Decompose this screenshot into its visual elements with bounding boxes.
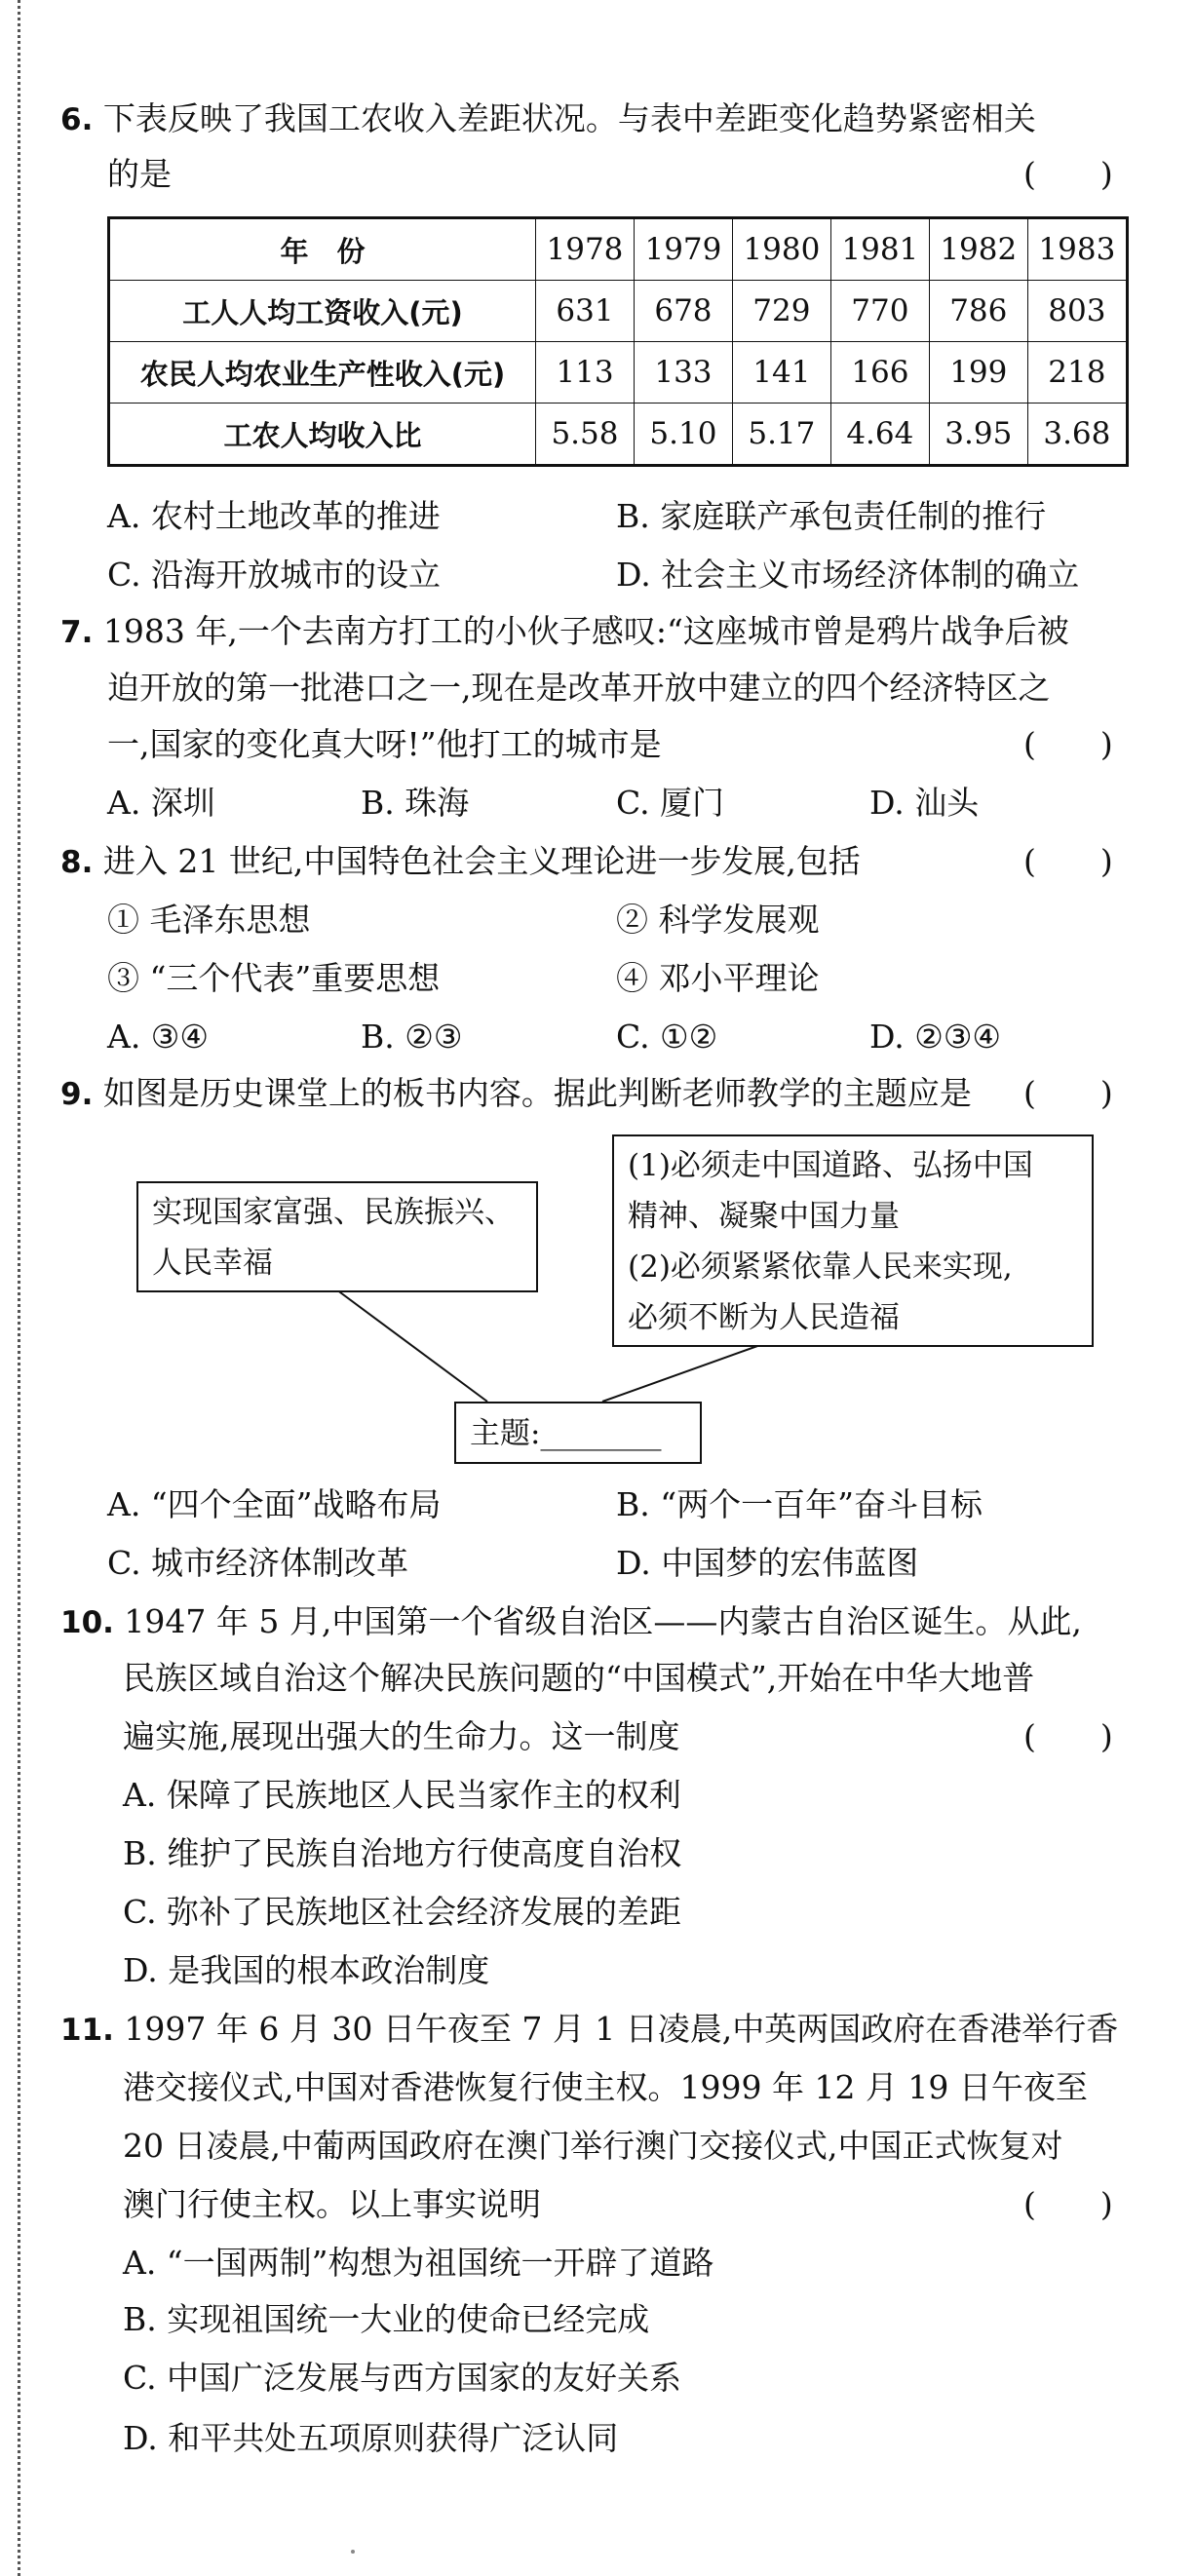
q9-box-theme: 主题:________: [454, 1402, 702, 1464]
q6-answer-paren[interactable]: ( ): [1023, 155, 1113, 193]
q11-stem-line3: 20 日凌晨,中葡两国政府在澳门举行澳门交接仪式,中国正式恢复对: [123, 2127, 1063, 2165]
q6-option-a[interactable]: A. 农村土地改革的推进: [107, 497, 441, 535]
q11-text-1: 1997 年 6 月 30 日午夜至 7 月 1 日凌晨,中英两国政府在香港举行香: [124, 2010, 1119, 2048]
table-cell: 218: [1027, 342, 1127, 404]
q6-stem-line2: 的是: [107, 155, 172, 193]
table-cell: 1978: [536, 218, 635, 281]
table-cell: 4.64: [830, 404, 929, 466]
table-cell: 3.68: [1027, 404, 1127, 466]
box-right-line3: (2)必须紧紧依靠人民来实现,: [628, 1250, 1013, 1285]
q7-option-a[interactable]: A. 深圳: [107, 784, 215, 822]
q10-option-d[interactable]: D. 是我国的根本政治制度: [123, 1951, 490, 1989]
table-cell: 3.95: [929, 404, 1027, 466]
q10-number: 10.: [60, 1605, 114, 1640]
table-cell: 803: [1027, 281, 1127, 342]
q8-item-3: ③ “三个代表”重要思想: [107, 959, 441, 997]
table-cell: 678: [634, 281, 732, 342]
q8-text-1: 进入 21 世纪,中国特色社会主义理论进一步发展,包括: [102, 842, 861, 880]
q10-option-a[interactable]: A. 保障了民族地区人民当家作主的权利: [123, 1776, 681, 1814]
box-right-line2: 精神、凝聚中国力量: [628, 1199, 900, 1234]
table-cell: 5.17: [732, 404, 830, 466]
q9-number: 9.: [60, 1077, 94, 1112]
q9-text-1: 如图是历史课堂上的板书内容。据此判断老师教学的主题应是: [102, 1074, 972, 1112]
table-cell: 5.10: [634, 404, 732, 466]
q11-option-c[interactable]: C. 中国广泛发展与西方国家的友好关系: [123, 2359, 682, 2397]
q8-item-2: ② 科学发展观: [616, 901, 820, 939]
table-cell: 133: [634, 342, 732, 404]
table-cell: 1979: [634, 218, 732, 281]
box-right-line4: 必须不断为人民造福: [628, 1300, 900, 1335]
q10-stem-line1: [60, 1600, 1082, 1644]
q6-option-d[interactable]: D. 社会主义市场经济体制的确立: [616, 556, 1080, 594]
table-cell: 166: [830, 342, 929, 404]
q9-box-right: [612, 1134, 1094, 1347]
q6-text-1: 下表反映了我国工农收入差距状况。与表中差距变化趋势紧密相关: [102, 99, 1036, 137]
table-cell: 农民人均农业生产性收入(元): [109, 342, 536, 404]
table-cell: 729: [732, 281, 830, 342]
table-cell: 113: [536, 342, 635, 404]
box-left-line1: 实现国家富强、民族振兴、: [152, 1195, 515, 1230]
table-cell: 199: [929, 342, 1027, 404]
q8-option-a[interactable]: A. ③④: [107, 1018, 209, 1056]
connector-right: [602, 1345, 760, 1402]
connector-left: [336, 1289, 487, 1402]
table-cell: 1983: [1027, 218, 1127, 281]
q7-number: 7.: [60, 615, 94, 650]
table-cell: 5.58: [536, 404, 635, 466]
q8-option-b[interactable]: B. ②③: [361, 1018, 463, 1056]
q9-answer-paren[interactable]: ( ): [1023, 1074, 1113, 1112]
q11-option-d[interactable]: D. 和平共处五项原则获得广泛认同: [123, 2419, 619, 2457]
q10-option-b[interactable]: B. 维护了民族自治地方行使高度自治权: [123, 1834, 682, 1872]
q7-stem-line2: 迫开放的第一批港口之一,现在是改革开放中建立的四个经济特区之: [107, 669, 1051, 707]
table-cell: 年 份: [109, 218, 536, 281]
q10-stem-line3: 遍实施,展现出强大的生命力。这一制度: [123, 1717, 680, 1755]
q11-stem-line1: [60, 2008, 1118, 2052]
q9-option-b[interactable]: B. “两个一百年”奋斗目标: [616, 1485, 983, 1523]
q10-option-c[interactable]: C. 弥补了民族地区社会经济发展的差距: [123, 1893, 682, 1931]
table-cell: 1982: [929, 218, 1027, 281]
q8-answer-paren[interactable]: ( ): [1023, 842, 1113, 880]
q11-option-b[interactable]: B. 实现祖国统一大业的使命已经完成: [123, 2300, 650, 2338]
q8-option-d[interactable]: D. ②③④: [869, 1018, 1002, 1056]
q7-option-d[interactable]: D. 汕头: [869, 784, 980, 822]
q7-option-c[interactable]: C. 厦门: [616, 784, 725, 822]
q9-option-d[interactable]: D. 中国梦的宏伟蓝图: [616, 1544, 919, 1582]
table-cell: 786: [929, 281, 1027, 342]
q8-option-c[interactable]: C. ①②: [616, 1018, 718, 1056]
q7-answer-paren[interactable]: ( ): [1023, 725, 1113, 763]
q10-answer-paren[interactable]: ( ): [1023, 1717, 1113, 1755]
q10-stem-line2: 民族区域自治这个解决民族问题的“中国模式”,开始在中华大地普: [123, 1659, 1035, 1697]
q9-option-c[interactable]: C. 城市经济体制改革: [107, 1544, 409, 1582]
table-cell: 1980: [732, 218, 830, 281]
table-cell: 工人人均工资收入(元): [109, 281, 536, 342]
q6-option-b[interactable]: B. 家庭联产承包责任制的推行: [616, 497, 1047, 535]
table-cell: 141: [732, 342, 830, 404]
q7-stem-line3: 一,国家的变化真大呀!”他打工的城市是: [107, 725, 662, 763]
table-cell: 631: [536, 281, 635, 342]
box-right-line1: (1)必须走中国道路、弘扬中国: [628, 1148, 1033, 1183]
q8-item-4: ④ 邓小平理论: [616, 959, 820, 997]
q11-answer-paren[interactable]: ( ): [1023, 2185, 1113, 2223]
q10-text-1: 1947 年 5 月,中国第一个省级自治区——内蒙古自治区诞生。从此,: [124, 1602, 1082, 1640]
q11-option-a[interactable]: A. “一国两制”构想为祖国统一开辟了道路: [123, 2244, 714, 2282]
q11-number: 11.: [60, 2013, 114, 2048]
q8-item-1: ① 毛泽东思想: [107, 901, 311, 939]
q6-number: 6.: [60, 102, 94, 137]
q7-option-b[interactable]: B. 珠海: [361, 784, 470, 822]
q9-box-left: [136, 1181, 538, 1292]
q9-option-a[interactable]: A. “四个全面”战略布局: [107, 1485, 442, 1523]
q6-option-c[interactable]: C. 沿海开放城市的设立: [107, 556, 442, 594]
scan-speck: [351, 2550, 355, 2554]
q7-text-1: 1983 年,一个去南方打工的小伙子感叹:“这座城市曾是鸦片战争后被: [102, 612, 1069, 650]
table-cell: 1981: [830, 218, 929, 281]
table-cell: 工农人均收入比: [109, 404, 536, 466]
q11-stem-line4: 澳门行使主权。以上事实说明: [123, 2185, 541, 2223]
q11-stem-line2: 港交接仪式,中国对香港恢复行使主权。1999 年 12 月 19 日午夜至: [123, 2068, 1088, 2106]
table-cell: 770: [830, 281, 929, 342]
box-left-line2: 人民幸福: [152, 1246, 273, 1281]
q8-number: 8.: [60, 845, 94, 880]
